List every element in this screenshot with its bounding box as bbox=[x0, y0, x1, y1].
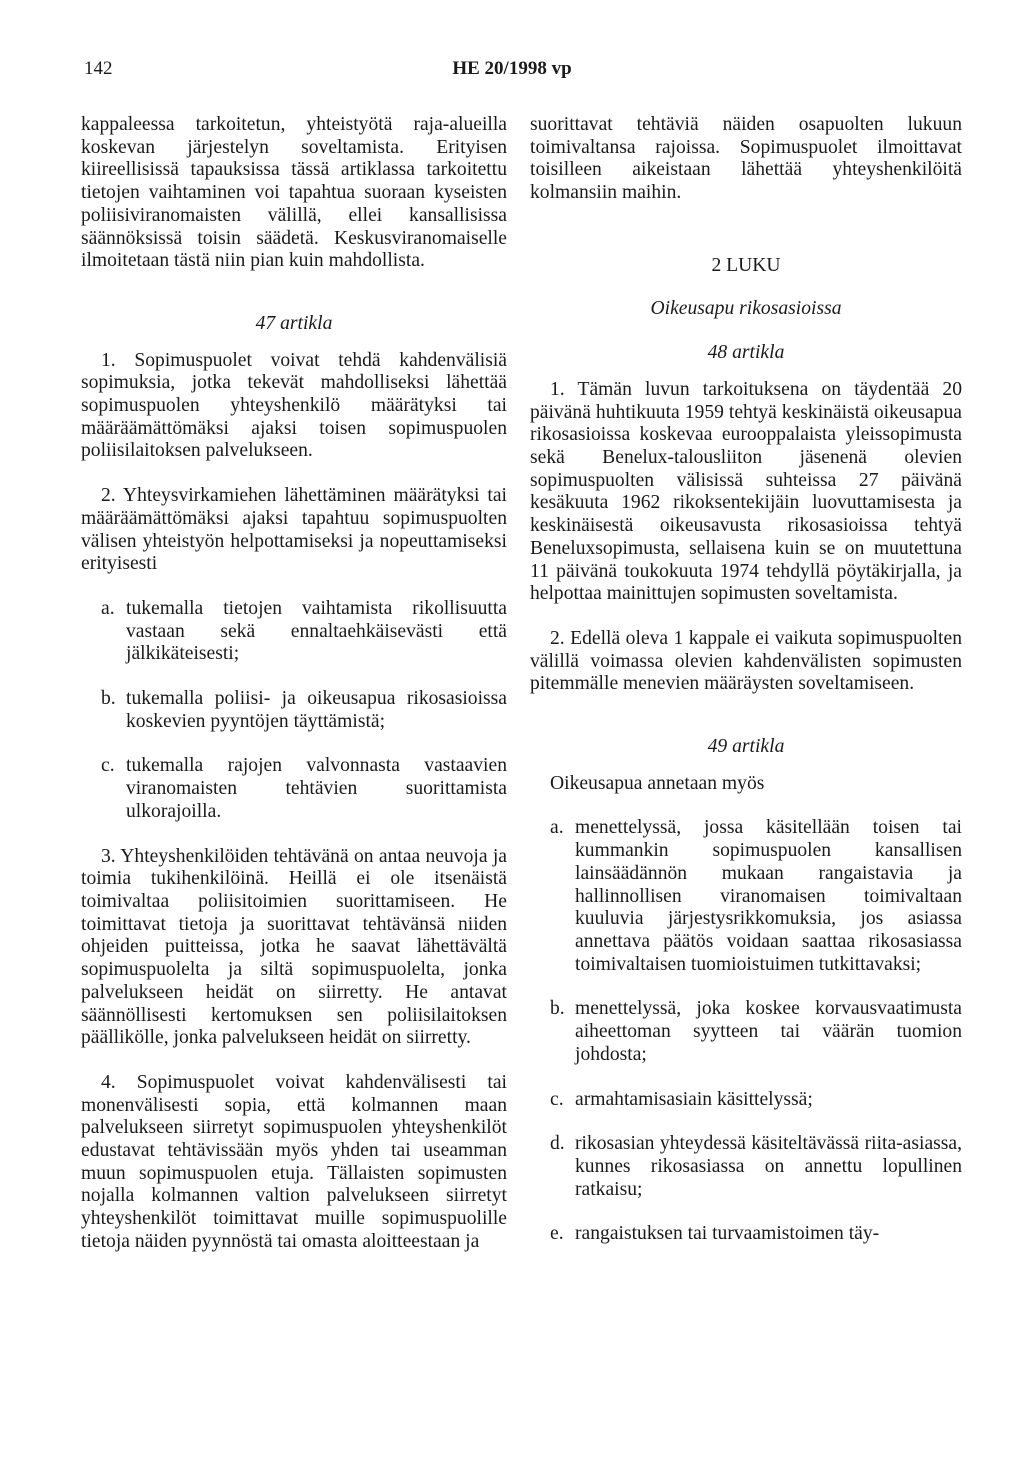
article-48-paragraph-2: 2. Edellä oleva 1 kappale ei vaikuta sopimuspuolten välillä voimassa olevien kahdenvälisten sopimusten pitemmälle menevien määräysten soveltamiseen. bbox=[530, 627, 962, 695]
list-item bbox=[530, 1223, 962, 1246]
list-text: rangaistuksen tai turvaamistoimen täy- bbox=[575, 1223, 880, 1245]
page-number: 142 bbox=[84, 58, 113, 79]
list-item bbox=[530, 1133, 962, 1201]
list-item bbox=[81, 755, 507, 823]
article-47-paragraph-3: 3. Yhteyshenkilöiden tehtävänä on antaa neuvoja ja toimia tukihenkilöinä. Heillä ei ole itsenäistä toimivaltaa poliisitoimien suorittamiseen. He toimittavat tietoja ja suorittavat tehtävänsä niiden ohjeiden puitteissa, jotka he saavat lähettävältä sopimuspuolelta ja siltä sopimuspuolelta, jonka palvelukseen heidät on siirretty. He antavat säännöllisesti kertomuksen sen poliisilaitoksen päällikölle, jonka palvelukseen heidät on siirretty. bbox=[81, 845, 507, 1049]
list-text: tukemalla poliisi- ja oikeusapua rikosasioissa koskevien pyyntöjen täyttämistä; bbox=[126, 688, 507, 732]
article-47-paragraph-4: 4. Sopimuspuolet voivat kahdenvälisesti tai monenvälisesti sopia, että kolmannen maan palvelukseen siirretyt sopimuspuolen yhteyshenkilöt edustavat tehtävissään myös yhden tai useamman muun sopimuspuolen etuja. Tällaisten sopimusten nojalla kolmannen valtion palvelukseen siirretyt yhteyshenkilöt toimittavat muille sopimuspuolille tietoja näiden pyynnöstä tai omasta aloitteestaan ja bbox=[81, 1071, 507, 1252]
article-47-title: 47 artikla bbox=[255, 312, 333, 334]
chapter-title: 2 LUKU bbox=[711, 254, 781, 276]
list-item bbox=[530, 1089, 962, 1112]
article-49-title: 49 artikla bbox=[707, 736, 785, 758]
chapter-subtitle: Oikeusapu rikosasioissa bbox=[650, 297, 842, 319]
list-marker: a. bbox=[550, 817, 564, 839]
list-item bbox=[530, 817, 962, 976]
article-49-intro: Oikeusapua annetaan myös bbox=[550, 772, 765, 794]
list-text: tukemalla tietojen vaihtamista rikollisuutta vastaan sekä ennaltaehkäisevästi että jälkikäteisesti; bbox=[126, 597, 507, 665]
list-text: menettelyssä, jossa käsitellään toisen tai kummankin sopimuspuolen kansallisen lainsäädännön mukaan rangaistavia ja hallinnollisen viranomaisen toimivaltaan kuuluvia järjestysrikkomuksia, jos asiassa annettava päätös voidaan saattaa rikosasiassa toimivaltaisen tuomioistuimen tutkittavaksi; bbox=[575, 817, 962, 975]
left-column bbox=[81, 114, 507, 1254]
paragraph-intro: kappaleessa tarkoitetun, yhteistyötä raja-alueilla koskevan järjestelyn soveltamista. Erityisen kiireellisissä tapauksissa tässä artiklassa tarkoitettu tietojen vaihtaminen voi tapahtua suoraan kyseisten poliisiviranomaisten välillä, ellei kansallisissa säännöksissä toisin säädetä. Keskusviranomaiselle ilmoitetaan tästä niin pian kuin mahdollista. bbox=[81, 114, 507, 272]
list-item bbox=[81, 598, 507, 666]
list-text: menettelyssä, joka koskee korvausvaatimusta aiheettoman syytteen tai väärän tuomion johdosta; bbox=[575, 998, 962, 1065]
list-marker: a. bbox=[101, 597, 115, 619]
right-column bbox=[530, 114, 962, 1246]
list-marker: b. bbox=[550, 998, 565, 1020]
paragraph-continued: suorittavat tehtäviä näiden osapuolten lukuun toimivaltansa rajoissa. Sopimuspuolet ilmoittavat toisilleen aikeistaan lähettää yhteyshenkilöitä kolmansiin maihin. bbox=[530, 114, 962, 204]
list-marker: c. bbox=[550, 1088, 564, 1110]
list-marker: c. bbox=[101, 755, 115, 777]
article-47-paragraph-2: 2. Yhteysvirkamiehen lähettäminen määrätyksi tai määräämättömäksi ajaksi tapahtuu sopimuspuolten välisen yhteistyön helpottamiseksi ja nopeuttamiseksi erityisesti bbox=[81, 485, 507, 575]
list-text: tukemalla rajojen valvonnasta vastaavien viranomaisten tehtävien suorittamista ulkorajoilla. bbox=[126, 755, 507, 822]
list-marker: e. bbox=[550, 1223, 564, 1245]
list-item bbox=[530, 998, 962, 1066]
list-text: armahtamisasiain käsittelyssä; bbox=[575, 1088, 813, 1110]
list-item bbox=[81, 688, 507, 733]
list-marker: b. bbox=[101, 688, 116, 710]
article-47-paragraph-1: 1. Sopimuspuolet voivat tehdä kahdenvälisiä sopimuksia, jotka tekevät mahdolliseksi lähettää sopimuspuolen yhteyshenkilö määrätyksi tai määräämättömäksi ajaksi toisen sopimuspuolen poliisilaitoksen palvelukseen. bbox=[81, 349, 507, 462]
list-text: rikosasian yhteydessä käsiteltävässä riita-asiassa, kunnes rikosasiassa on annettu lopullinen ratkaisu; bbox=[575, 1133, 962, 1200]
article-48-title: 48 artikla bbox=[707, 342, 785, 364]
document-id: HE 20/1998 vp bbox=[452, 58, 572, 79]
page-header bbox=[0, 58, 1024, 88]
article-48-paragraph-1: 1. Tämän luvun tarkoituksena on täydentää 20 päivänä huhtikuuta 1959 tehtyä keskinäistä oikeusapua rikosasioissa koskevaa eurooppalaista yleissopimusta sekä Benelux-talousliiton jäsenenä olevien sopimuspuolten välisissä suhteissa 27 päivänä kesäkuuta 1962 rikoksentekijäin luovuttamisesta ja keskinäisestä oikeusavusta rikosasioissa tehtyä Beneluxsopimusta, sellaisena kuin se on muutettuna 11 päivänä toukokuuta 1974 tehdyllä pöytäkirjalla, ja helpottaa mainittujen sopimusten soveltamista. bbox=[530, 378, 962, 605]
list-marker: d. bbox=[550, 1133, 565, 1155]
